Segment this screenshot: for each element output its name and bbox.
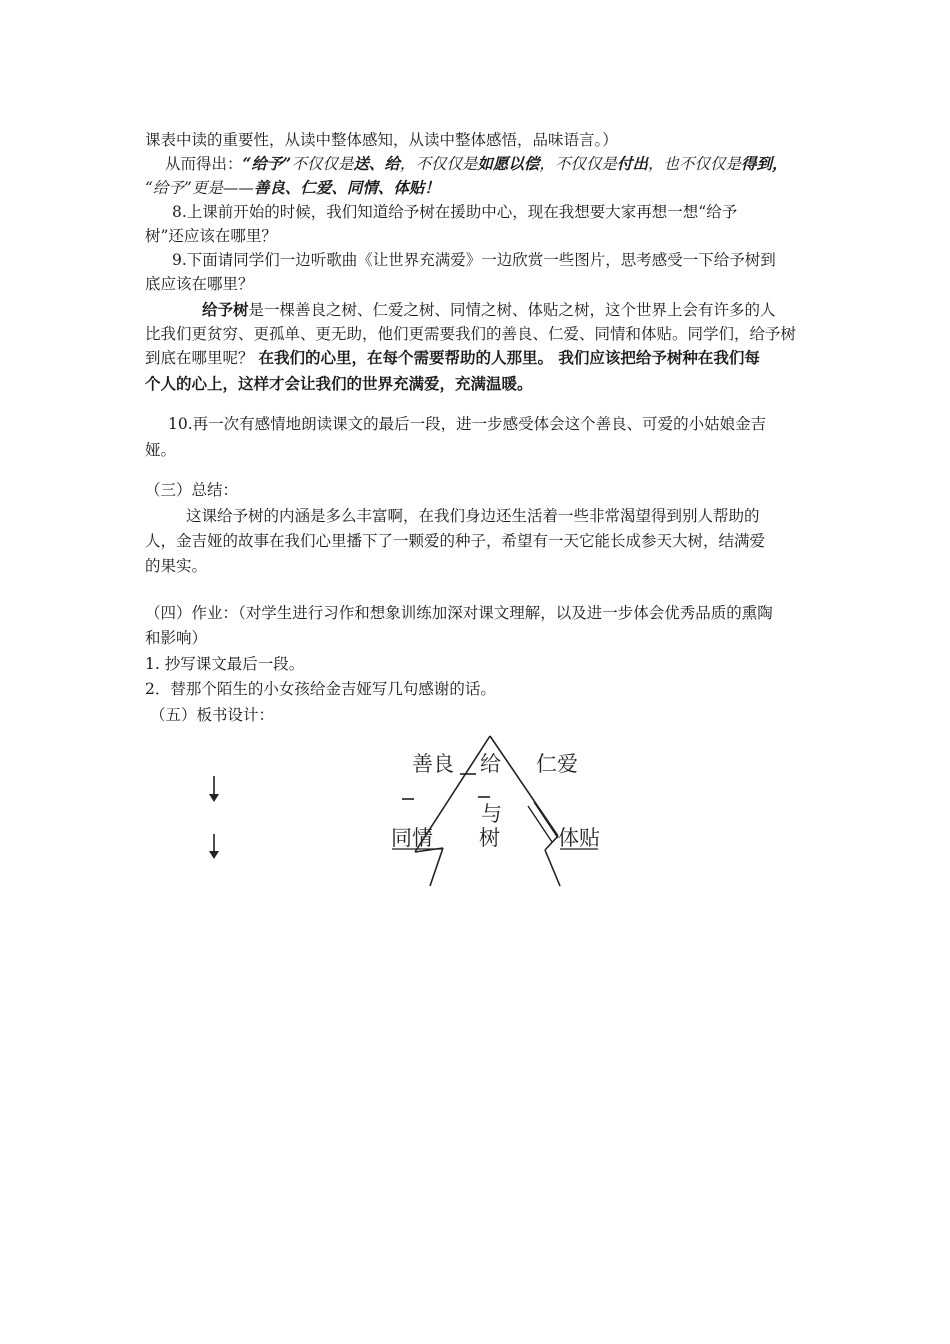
text-line: 10.再一次有感情地朗读课文的最后一段，进一步感受体会这个善良、可爱的小姑娘金吉 [168,415,767,433]
section-heading: （四）作业：（对学生进行习作和想象训练加深对课文理解，以及进一步体会优秀品质的熏陶 [145,604,773,622]
trunk-right-bottom [545,850,560,886]
emphasis-text: 善良、仁爱、同情、体贴 [253,178,425,197]
italic-text: “给予”更是—— [145,179,254,197]
board-label-yu: 与 [481,802,502,826]
text-line: 娅。 [145,441,177,459]
text-line: 树”还应该在哪里？ [145,227,277,245]
down-arrow-icon [209,851,219,859]
section-heading: （三）总结： [145,481,239,499]
list-item: 2．替那个陌生的小女孩给金吉娅写几句感谢的话。 [145,680,496,698]
board-label-renai: 仁爱 [536,752,578,776]
list-item: 1. 抄写课文最后一段。 [145,655,305,673]
down-arrow-icon [209,794,219,802]
board-label-gei: 给 [480,752,501,776]
board-label-shu: 树 [479,826,500,850]
emphasis-text: 送、给 [353,154,400,173]
italic-text: 不仅仅是 [291,155,354,173]
text-line: 课表中读的重要性，从读中整体感知，从读中整体感悟，品味语言。） [145,131,618,149]
text-line: 人，金吉娅的故事在我们心里播下了一颗爱的种子，希望有一天它能长成参天大树，结满爱 [145,532,766,550]
trunk-right-top [545,836,558,850]
italic-text: ，不仅仅是 [539,155,617,173]
trunk-left-bottom [430,848,443,886]
emphasis-text: 得到 [740,154,772,173]
emphasis-text: “给予” [242,154,292,173]
text-line: 个人的心上，这样才会让我们的世界充满爱，充满温暖。 [145,374,533,393]
text-line: 比我们更贫穷、更孤单、更无助，他们更需要我们的善良、仁爱、同情和体贴。同学们，给予树 [145,325,797,343]
board-label-titie: 体贴 [558,826,600,850]
emphasis-text: 如愿以偿 [477,154,540,173]
board-label-shanliang: 善良 [412,752,454,776]
text-line: 8.上课前开始的时候，我们知道给予树在援助中心，现在我想要大家再想一想“给予 [172,203,738,221]
text-span: 到底在哪里呢？ [145,349,259,367]
text-line: 这课给予树的内涵是多么丰富啊，在我们身边还生活着一些非常渴望得到别人帮助的 [186,507,760,525]
text-span: 是一棵善良之树、仁爱之树、同情之树、体贴之树，这个世界上会有许多的人 [248,301,776,319]
emphasis-text: ， [771,154,788,173]
board-label-tongqing: 同情 [391,826,433,850]
bold-text: 在我们的心里，在每个需要帮助的人那里。 我们应该把给予树种在我们每 [258,348,760,367]
text-line: 底应该在哪里？ [145,275,254,293]
italic-text: ，不仅仅是 [399,155,478,173]
text-line: 的果实。 [145,557,208,575]
italic-text: ，也不仅仅是 [647,155,741,173]
emphasis-text: 付出 [616,154,648,173]
emphasis-text: ！ [424,178,440,197]
conclusion-lead: 从而得出： [165,155,243,173]
bold-text: 给予树 [202,300,249,319]
text-line: 9.下面请同学们一边听歌曲《让世界充满爱》一边欣赏一些图片，思考感受一下给予树到 [172,251,776,269]
section-heading: （五）板书设计： [150,706,275,724]
text-line: 和影响） [145,629,208,647]
